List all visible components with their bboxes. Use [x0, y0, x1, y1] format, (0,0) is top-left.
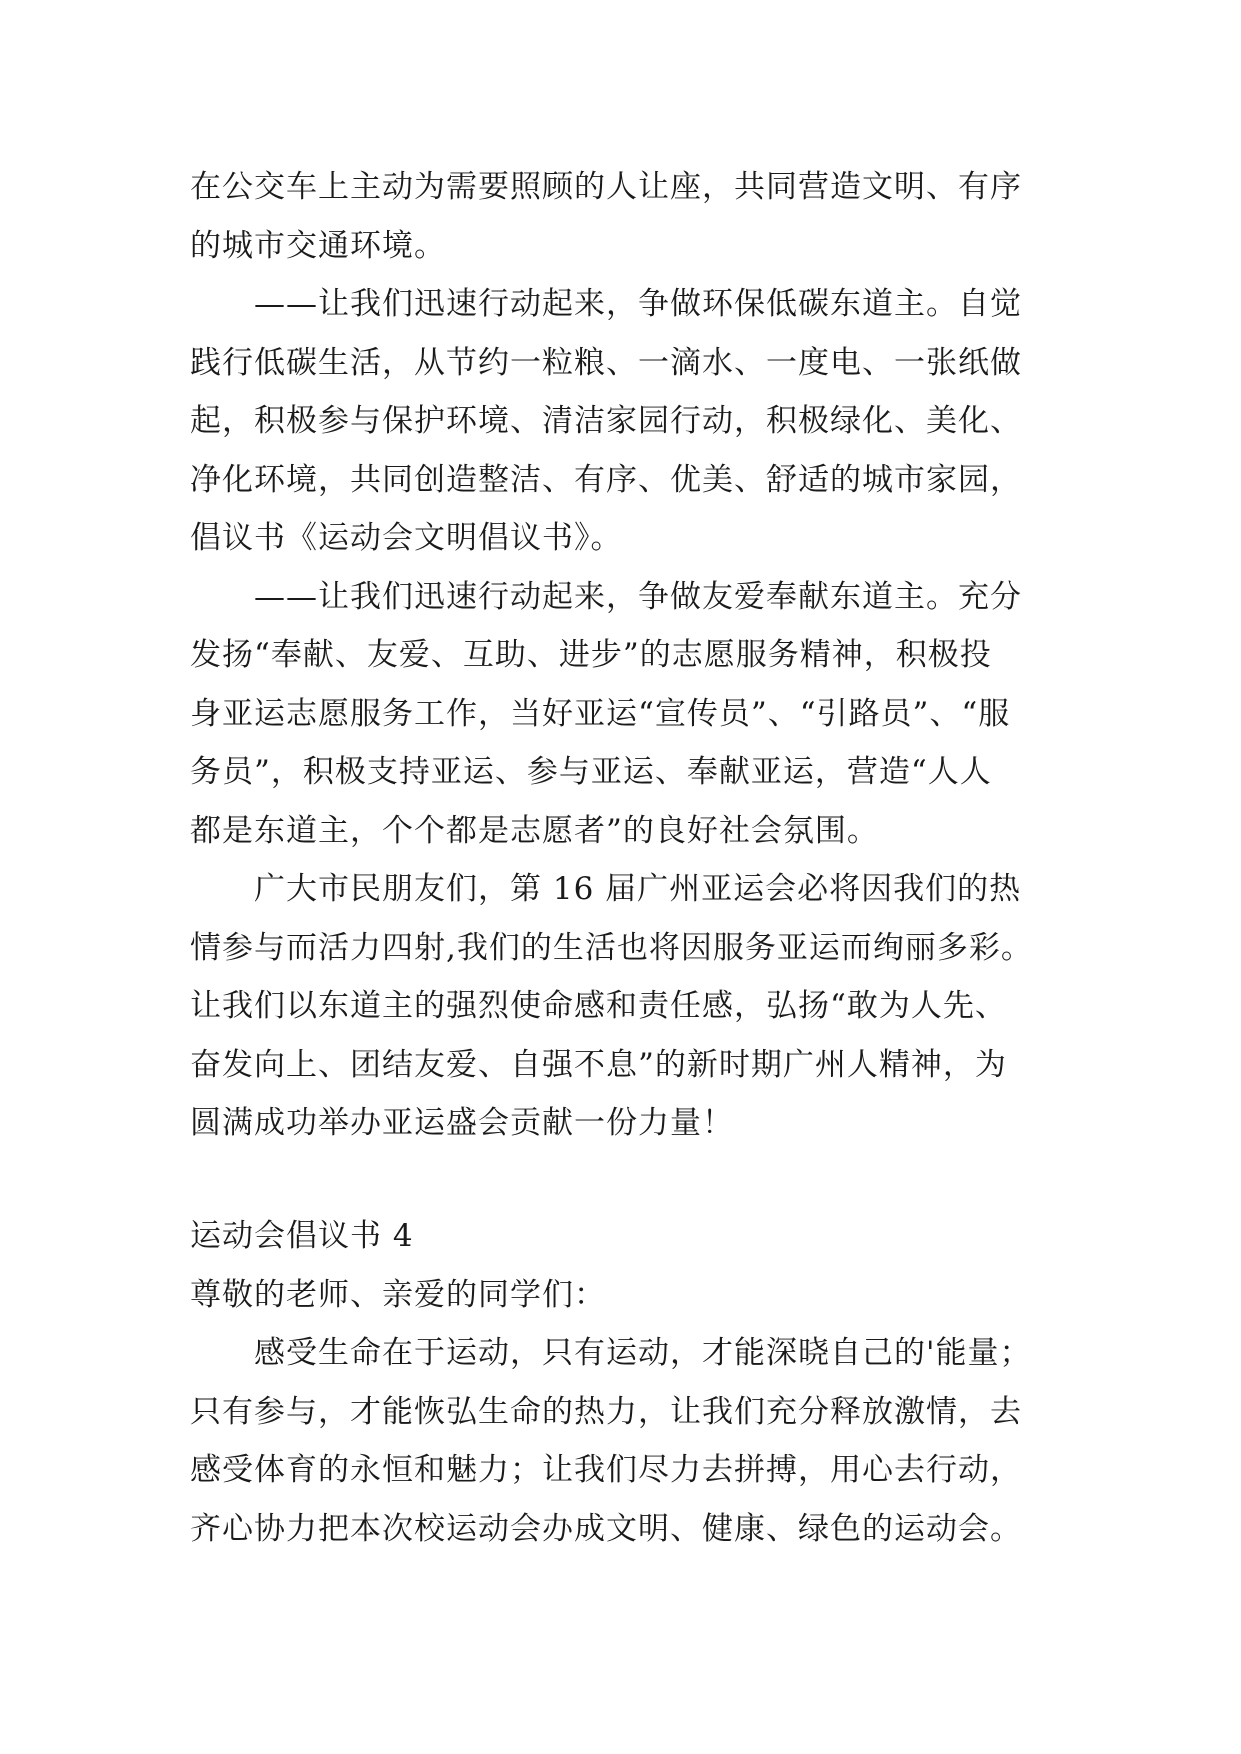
paragraph-first-line: ——让我们迅速行动起来，争做友爱奉献东道主。充分 — [254, 578, 1022, 615]
body-line: 在公交车上主动为需要照顾的人让座，共同营造文明、有序 — [190, 169, 1022, 205]
body-line: 践行低碳生活，从节约一粒粮、一滴水、一度电、一张纸做 — [190, 344, 1022, 381]
initiative-section-4 — [190, 1207, 1070, 1558]
body-line: 奋发向上、团结友爱、自强不息”的新时期广州人精神，为 — [190, 1046, 1007, 1083]
body-line: 让我们以东道主的强烈使命感和责任感，弘扬“敢为人先、 — [190, 988, 1007, 1024]
body-line: 齐心协力把本次校运动会办成文明、健康、绿色的运动会。 — [190, 1510, 1022, 1547]
body-line: 身亚运志愿服务工作，当好亚运“宣传员”、“引路员”、“服 — [190, 695, 1011, 732]
body-line: 发扬“奉献、友爱、互助、进步”的志愿服务精神，积极投 — [190, 637, 992, 673]
paragraph-first-line: 广大市民朋友们，第 16 届广州亚运会必将因我们的热 — [254, 871, 1022, 907]
body-line: 圆满成功举办亚运盛会贡献一份力量！ — [190, 1105, 734, 1141]
paragraph-first-line: ——让我们迅速行动起来，争做环保低碳东道主。自觉 — [254, 286, 1022, 322]
body-line: 都是东道主，个个都是志愿者”的良好社会氛围。 — [190, 812, 879, 849]
paragraph-first-line: 感受生命在于运动，只有运动，才能深晓自己的'能量； — [254, 1335, 1032, 1371]
body-line: 情参与而活力四射,我们的生活也将因服务亚运而绚丽多彩。 — [190, 929, 1033, 966]
body-line: 的城市交通环境。 — [190, 227, 446, 264]
body-line: 只有参与，才能恢弘生命的热力，让我们充分释放激情，去 — [190, 1393, 1022, 1430]
body-line: 感受体育的永恒和魅力；让我们尽力去拼搏，用心去行动， — [190, 1452, 1022, 1488]
initiative-continuation-body — [190, 158, 1070, 1153]
body-line: 倡议书《运动会文明倡议书》。 — [190, 520, 623, 556]
greeting: 尊敬的老师、亲爱的同学们： — [190, 1276, 606, 1313]
body-line: 务员”，积极支持亚运、参与亚运、奉献亚运，营造“人人 — [190, 754, 992, 790]
body-line: 净化环境，共同创造整洁、有序、优美、舒适的城市家园， — [190, 461, 1022, 498]
section-title: 运动会倡议书 4 — [190, 1218, 414, 1254]
body-line: 起，积极参与保护环境、清洁家园行动，积极绿化、美化、 — [190, 403, 1022, 439]
